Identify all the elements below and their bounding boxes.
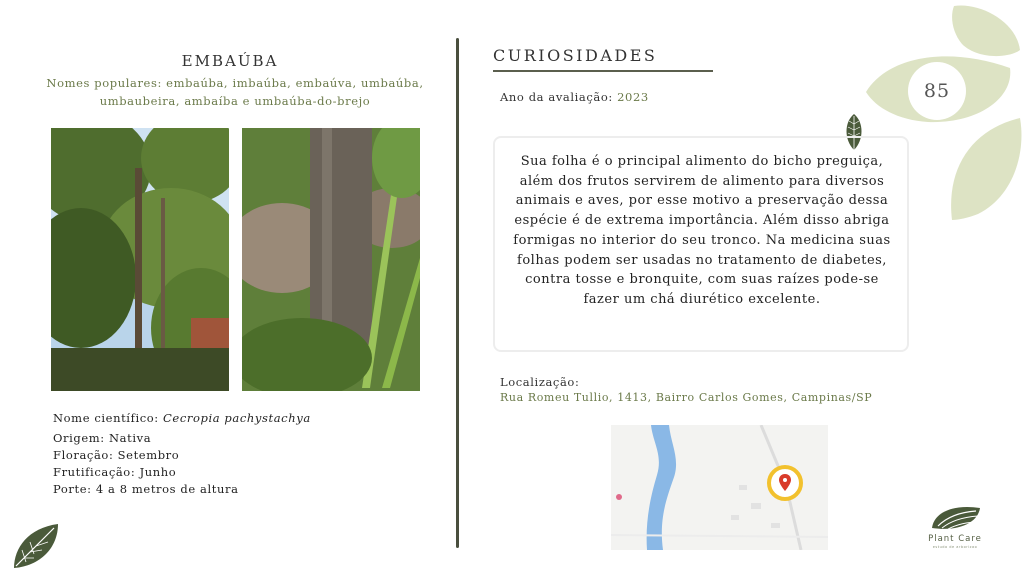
species-facts bbox=[53, 410, 311, 498]
curiosities-title: CURIOSIDADES bbox=[493, 46, 658, 65]
page-number: 85 bbox=[908, 62, 966, 120]
column-divider bbox=[456, 38, 459, 548]
map-pin-icon bbox=[765, 463, 805, 503]
size: Porte: 4 a 8 metros de altura bbox=[53, 482, 239, 496]
scientific-name: Nome científico: Cecropia pachystachya bbox=[53, 411, 311, 425]
flowering: Floração: Setembro bbox=[53, 448, 180, 462]
fruiting: Frutificação: Junho bbox=[53, 465, 177, 479]
location-label: Localização: bbox=[500, 375, 580, 389]
tree-photo-canopy bbox=[51, 128, 229, 391]
popular-names: Nomes populares: embaúba, imbaúba, embaúva, umbaúba, umbaubeira, ambaíba e umbaúba-do-brejo bbox=[46, 76, 424, 108]
leaf-icon bbox=[10, 520, 62, 572]
logo-tagline: estudo de arborizao bbox=[932, 545, 978, 549]
origin: Origem: Nativa bbox=[53, 431, 152, 445]
species-name: EMBAÚBA bbox=[181, 52, 279, 70]
plant-care-logo-icon bbox=[930, 502, 982, 534]
location-map[interactable] bbox=[611, 425, 828, 550]
tree-photo-trunk bbox=[242, 128, 420, 391]
title-underline bbox=[493, 70, 713, 72]
location-address: Rua Romeu Tullio, 1413, Bairro Carlos Gomes, Campinas/SP bbox=[500, 391, 873, 404]
logo-name: Plant Care bbox=[928, 534, 982, 544]
curiosities-text: Sua folha é o principal alimento do bicho preguiça, além dos frutos servirem de alimento para diversos animais e aves, por esse motivo a preservação dessa espécie é de extrema importância. Além disso abriga formigas no interior do seu tronco. Na medicina suas folhas podem ser usadas no tratamento de diabetes, contra tosse e bronquite, com suas raízes pode-se fazer um chá diurético excelente. bbox=[513, 154, 891, 307]
evaluation-year: Ano da avaliação: 2023 bbox=[500, 90, 649, 104]
